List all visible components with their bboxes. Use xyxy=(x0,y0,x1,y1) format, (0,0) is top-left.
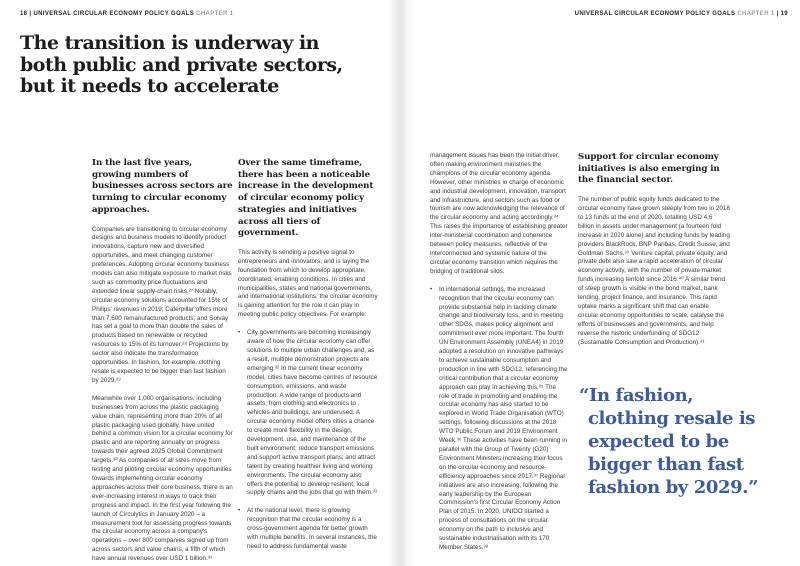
bullet-marker: • xyxy=(238,507,241,515)
text-column-2 xyxy=(238,158,378,561)
body-paragraph: This activity is sending a positive signal to entrepreneurs and innovators, and is laying the foundation from which to develop appropriate, coordinated, enabling conditions. In cities and municipalities, states and national governments, and international institutions, the circular economy is gaining attention for the role it can play in meeting public policy objectives. For example: xyxy=(238,248,378,319)
bullet-marker: • xyxy=(430,285,433,293)
body-paragraph: The number of public equity funds dedicated to the circular economy have grown steeply from two in 2018 to 13 funds at the end of 2020, totalling USD 4.6 billion in assets under management (a fourteen fold increase in 2020 alone) and including funds by leading providers BlackRock, BNP Paribas, Credit Suisse, and Goldman Sachs.³⁹ Venture capital, private equity, and private debt also saw a rapid acceleration of circular economy activity, with the number of private market funds increasing tenfold since 2016.⁴⁰ A similar trend of steep growth is visible in the bond market, bank lending, project finance, and insurance. This rapid uptake marks a significant shift that can enable circular economy opportunities to scale, catalyse the efforts of businesses and governments, and help reverse the historic underfunding of SDG12 (Sustainable Consumption and Production).⁴¹ xyxy=(578,196,730,346)
pull-quote: “In fashion, clothing resale is expected to be bigger than fast fashion by 2029.” xyxy=(579,385,759,498)
text-column-1 xyxy=(92,158,234,566)
headline-line: but it needs to accelerate xyxy=(20,75,279,97)
right-page-number: 19 xyxy=(780,11,788,17)
bullet-item xyxy=(430,286,568,553)
page-gutter-shadow xyxy=(388,0,414,566)
bullet-text: In international settings, the increased recognition that the circular economy can provide substantial help in tackling climate change and biodiversity loss, and in meeting other SDGs, makes policy alignment and commitment ever more important. The fourth UN Environment Assembly (UNEA4) in 2019 adopted a resolution on innovative pathways to achieve sustainable consumption and production in line with SDG12, referencing the critical contribution that a circular economy approach can play in achieving this.³⁵ The role of trade in promoting and enabling the circular economy has also started to be explored in World Trade Organisation (WTO) settings, following discussions at the 2018 WTO Public Forum and 2019 Environment Week.³⁶ These activities have been running in parallel with the Group of Twenty (G20) Environment Ministers increasing their focus on the circular economy and resource-efficiency approaches since 2017.³⁷ Regional initiatives are also increasing, following the early leadership by the European Commission's first Circular Economy Action Plan of 2015. In 2020, UNIDO started a process of consultations on the circular economy on the path to inclusive and sustainable industrialisation with its 170 Member States.³⁸ xyxy=(439,285,568,551)
left-page-header xyxy=(20,11,233,17)
bullet-text: City governments are becoming increasingly aware of how the circular economy can offer solutions to multiple urban challenges and, as a result, multiple demonstration projects are emerging.³² In the current linear economy model, cities have become centres of resource consumption, emissions, and waste production. A wide range of products and assets, from clothing and electronics to vehicles and buildings, are underused. A circular economy model offers cities a chance to create more flexibility in the design, development, use, and maintenance of the built environment; reduce transport emissions and support active transport plans; and attract talent by creating healthier living and working environments. The circular economy also offers the potential to develop resilient, local supply chains and the jobs that go with them.³³ xyxy=(247,329,378,497)
right-page-header xyxy=(575,11,788,17)
body-paragraph: management issues has been the initial driver, often making environment ministries the champions of the circular economy agenda. However, other ministries in charge of economic and industrial development, innovation, transport and infrastructure, and sectors such as food or tourism are now acknowledging the relevance of the circular economy and acting accordingly.³⁴ This raises the importance of establishing greater inter-ministerial coordination and coherence between policy measures, reflective of the interconnected and systemic nature of the circular economy transition which requires the bridging of traditional silos. xyxy=(430,152,568,275)
left-page-number: 18 xyxy=(20,11,28,17)
chapter-label: CHAPTER 1 xyxy=(196,11,234,17)
chapter-label: CHAPTER 1 xyxy=(737,11,775,17)
column-lead-paragraph: In the last five years, growing numbers of businesses across sectors are turning to circular economy approaches. xyxy=(92,158,233,215)
headline-line: both public and private sectors, xyxy=(20,53,343,76)
bullet-item xyxy=(238,507,378,552)
header-separator: | xyxy=(29,11,32,17)
body-paragraph: Meanwhile over 1,000 organisations, including businesses from across the plastic packaging value chain, representing more than 20% of all plastic packaging used globally, have united behind a common vision for a circular economy for plastic and are reporting annually on progress towards their agreed 2025 Global Commitment targets.³⁰ As companies of all sizes move from testing and piloting circular economy opportunities towards implementing circular economy approaches across their core business, there is an ever-increasing interest in ways to track their progress and impact. In the first year following the launch of Circulytics in January 2020 – a measurement tool for assessing progress towards the circular economy across a company's operations – over 800 companies signed up from across sectors and value chains, a fifth of which have annual revenues over USD 1 billion.³¹ xyxy=(92,394,233,563)
text-column-4 xyxy=(578,152,730,357)
header-separator: | xyxy=(776,11,779,17)
headline-line: The transition is underway in xyxy=(20,32,319,54)
body-paragraph: Companies are transitioning to circular economy designs and business models to identify product innovations, capture new and diversified opportunities, and meet changing customer preferences. Adopting circular economy business models can also mitigate exposure to market risks such as commodity price fluctuations and extended linear supply-chain risks.²⁷ Notably, circular economy solutions accounted for 15% of Philips' revenues in 2019; Caterpillar offers more than 7,600 remanufactured products; and Solvay has set a goal to more than double the sales of products based on renewable or recycled resources to 15% of its turnover.²⁸ Projections by sector also indicate the transformation opportunities. In fashion, for example, clothing resale is expected to be bigger than fast fashion by 2029.²⁹ xyxy=(92,225,232,384)
column-lead-paragraph: Support for circular economy initiatives is also emerging in the financial sector. xyxy=(578,152,720,186)
document-title: UNIVERSAL CIRCULAR ECONOMY POLICY GOALS xyxy=(33,11,195,17)
text-column-3 xyxy=(430,152,568,562)
bullet-item xyxy=(238,329,378,498)
column-lead-paragraph: Over the same timeframe, there has been a noticeable increase in the development of circular economy policy strategies and initiatives across all tiers of government. xyxy=(238,158,374,239)
bullet-marker: • xyxy=(238,329,241,337)
document-title: UNIVERSAL CIRCULAR ECONOMY POLICY GOALS xyxy=(574,11,736,17)
bullet-text: At the national level, there is growing recognition that the circular economy is a cross-government agenda for better growth with multiple benefits. In several instances, the need to address fundamental waste xyxy=(247,507,377,551)
section-headline xyxy=(20,33,360,98)
